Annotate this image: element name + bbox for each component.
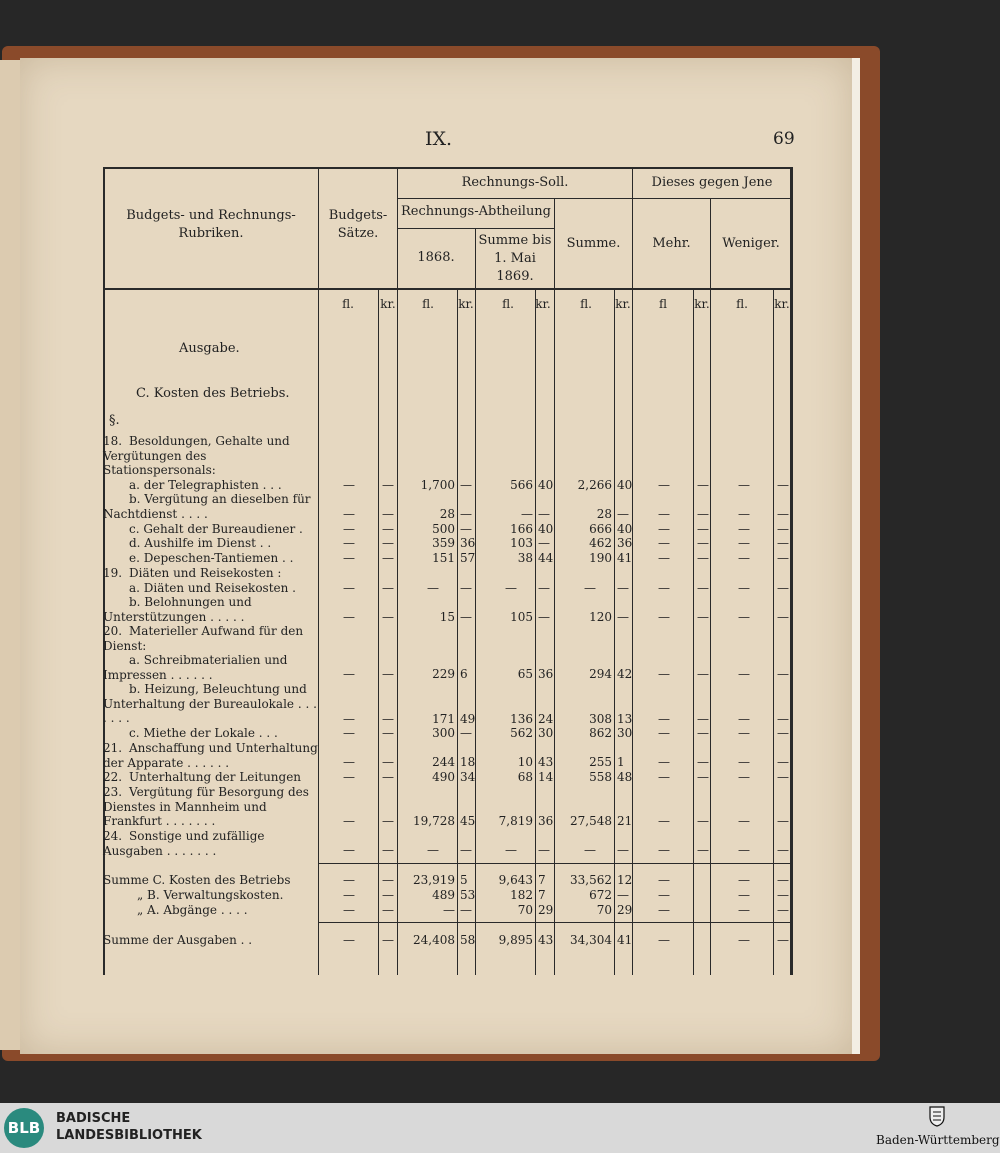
cell-kr: 18: [460, 755, 476, 769]
cell-kr: —: [617, 507, 629, 521]
cell-dash: —: [738, 903, 750, 917]
header-abtheilung: Rechnungs-Abtheilung: [400, 204, 552, 219]
cell-dash: —: [343, 610, 355, 624]
cell-kr: 36: [538, 667, 554, 681]
cell-kr: 48: [617, 770, 633, 784]
cell-dash: —: [658, 667, 670, 681]
cell-dash: —: [382, 667, 394, 681]
cell-kr: 12: [617, 873, 633, 887]
cell-fl: 34,304: [570, 933, 612, 947]
cell-dash: —: [777, 551, 789, 565]
cell-fl: 294: [589, 667, 612, 681]
cell-fl: 308: [589, 712, 612, 726]
cell-dash: —: [738, 888, 750, 902]
cell-dash: —: [777, 933, 789, 947]
cell-dash: —: [697, 667, 709, 681]
cell-dash: —: [658, 712, 670, 726]
cell-dash: —: [538, 581, 550, 595]
cell-kr: 13: [617, 712, 633, 726]
cell-kr: 24: [538, 712, 554, 726]
subtotal-rule: [318, 863, 792, 864]
cell-dash: —: [697, 581, 709, 595]
cell-dash: —: [343, 726, 355, 740]
row-label: b. Belohnungen und Unterstützungen . . . . .: [103, 595, 252, 624]
row-label: 19. Diäten und Reisekosten :: [103, 566, 282, 580]
cell-fl: 359: [432, 536, 455, 550]
cell-dash: —: [343, 770, 355, 784]
header-1868: 1868.: [417, 250, 455, 265]
cell-kr: 14: [538, 770, 554, 784]
cell-dash: —: [777, 610, 789, 624]
cell-fl: 19,728: [413, 814, 455, 828]
cell-dash: —: [777, 843, 789, 857]
cell-fl: 103: [510, 536, 533, 550]
cell-kr: 36: [460, 536, 476, 550]
cell-dash: —: [738, 581, 750, 595]
total-label-sum: Summe der Ausgaben . .: [103, 933, 253, 947]
cell-dash: —: [738, 507, 750, 521]
unit-label: fl: [658, 297, 667, 311]
cell-fl: 171: [432, 712, 455, 726]
cell-kr: 41: [617, 551, 633, 565]
cell-fl: 229: [432, 667, 455, 681]
cell-dash: —: [738, 522, 750, 536]
cell-dash: —: [777, 536, 789, 550]
cell-dash: —: [658, 770, 670, 784]
kr-sep: [535, 290, 536, 975]
row-label: a. Schreibmaterialien und Impressen . . . . . .: [103, 653, 288, 682]
col-sep: [632, 167, 633, 975]
cell-dash: —: [382, 507, 394, 521]
cell-kr: 36: [617, 536, 633, 550]
cell-kr: 21: [617, 814, 633, 828]
cell-fl: 666: [589, 522, 612, 536]
cell-fl: 24,408: [413, 933, 455, 947]
cell-fl: 27,548: [570, 814, 612, 828]
left-page-edge: [0, 60, 22, 1050]
cell-dash: —: [697, 522, 709, 536]
cell-dash: —: [382, 581, 394, 595]
cell-dash: —: [658, 933, 670, 947]
cell-dash: —: [658, 610, 670, 624]
cell-kr: —: [460, 507, 472, 521]
cell-dash: —: [343, 507, 355, 521]
cell-fl: 70: [517, 903, 533, 917]
cell-dash: —: [382, 712, 394, 726]
cell-dash: —: [697, 610, 709, 624]
cell-dash: —: [382, 873, 394, 887]
cell-fl: 2,266: [577, 478, 612, 492]
header-soll: Rechnungs-Soll.: [461, 175, 569, 190]
unit-label: fl.: [422, 297, 434, 311]
unit-label: kr.: [694, 297, 710, 311]
cell-dash: —: [427, 581, 439, 595]
cell-dash: —: [658, 873, 670, 887]
blb-logo[interactable]: BLB: [4, 1108, 44, 1148]
cell-dash: —: [343, 581, 355, 595]
cell-dash: —: [777, 581, 789, 595]
cell-dash: —: [658, 522, 670, 536]
cell-kr: 53: [460, 888, 476, 902]
row-label: c. Gehalt der Bureaudiener .: [129, 522, 303, 536]
header-budget: Budgets-Sätze.: [328, 208, 388, 241]
cell-fl: 566: [510, 478, 533, 492]
cell-dash: —: [343, 712, 355, 726]
cell-fl: 9,895: [498, 933, 533, 947]
row-label: 18. Besoldungen, Gehalte und Vergütungen des Stationspersonals:: [103, 434, 290, 478]
cell-dash: —: [617, 581, 629, 595]
page-edge: [852, 58, 860, 1054]
cell-dash: —: [697, 755, 709, 769]
cell-dash: —: [777, 814, 789, 828]
cell-fl: 70: [596, 903, 612, 917]
cell-dash: —: [343, 667, 355, 681]
unit-label: fl.: [502, 297, 514, 311]
row-label: b. Heizung, Beleuchtung und Unterhaltung der Bureaulokale . . . . . . .: [103, 682, 317, 726]
cell-dash: —: [777, 903, 789, 917]
cell-dash: —: [738, 873, 750, 887]
cell-dash: —: [777, 726, 789, 740]
cell-dash: —: [697, 551, 709, 565]
cell-dash: —: [738, 551, 750, 565]
cell-fl: 190: [589, 551, 612, 565]
kr-sep: [457, 290, 458, 975]
cell-fl: 490: [432, 770, 455, 784]
cell-dash: —: [777, 770, 789, 784]
cell-fl: 68: [517, 770, 533, 784]
cell-dash: —: [697, 507, 709, 521]
unit-label: fl.: [736, 297, 748, 311]
coat-of-arms-icon: [928, 1105, 946, 1127]
col-sep: [318, 167, 319, 975]
cell-dash: —: [460, 581, 472, 595]
cell-dash: —: [738, 726, 750, 740]
cell-kr: 49: [460, 712, 476, 726]
cell-fl: 489: [432, 888, 455, 902]
header-rule: [397, 198, 792, 199]
cell-fl: 182: [510, 888, 533, 902]
header-summe: Summe.: [566, 236, 621, 251]
cell-kr: 58: [460, 933, 476, 947]
cell-dash: —: [658, 726, 670, 740]
cell-dash: —: [697, 843, 709, 857]
row-label: b. Vergütung an dieselben für Nachtdienst . . . .: [103, 492, 311, 521]
cell-dash: —: [658, 478, 670, 492]
page-number: 69: [773, 129, 795, 149]
cell-dash: —: [584, 843, 596, 857]
table-border-top: [103, 167, 792, 169]
row-label: a. der Telegraphisten . . .: [129, 478, 282, 492]
cell-dash: —: [738, 843, 750, 857]
cell-dash: —: [427, 843, 439, 857]
kr-sep: [378, 290, 379, 975]
cell-dash: —: [697, 770, 709, 784]
cell-dash: —: [777, 888, 789, 902]
cell-kr: 40: [617, 478, 633, 492]
cell-dash: —: [697, 726, 709, 740]
paragraph-sign: §.: [109, 413, 120, 428]
total-label-c: Summe C. Kosten des Betriebs: [103, 873, 291, 887]
total-rule: [318, 922, 792, 923]
cell-kr: 1: [617, 755, 625, 769]
unit-label: kr.: [615, 297, 631, 311]
cell-kr: —: [538, 507, 550, 521]
cell-kr: 36: [538, 814, 554, 828]
cell-kr: 29: [538, 903, 554, 917]
cell-dash: —: [343, 903, 355, 917]
row-label: e. Depeschen-Tantiemen . .: [129, 551, 294, 565]
cell-dash: —: [382, 770, 394, 784]
cell-kr: 40: [617, 522, 633, 536]
cell-kr: 29: [617, 903, 633, 917]
unit-label: kr.: [380, 297, 396, 311]
cell-fl: 7,819: [498, 814, 533, 828]
cell-fl: —: [443, 903, 455, 917]
cell-dash: —: [505, 581, 517, 595]
header-dieses: Dieses gegen Jene: [651, 175, 773, 190]
header-rubriken: Budgets- und Rechnungs-Rubriken.: [126, 208, 296, 241]
cell-dash: —: [658, 843, 670, 857]
cell-kr: —: [460, 522, 472, 536]
header-weniger: Weniger.: [722, 236, 780, 251]
cell-kr: 5: [460, 873, 468, 887]
section-ausgabe: Ausgabe.: [179, 341, 240, 356]
col-sep: [397, 167, 398, 975]
cell-dash: —: [343, 814, 355, 828]
cell-fl: 562: [510, 726, 533, 740]
cell-kr: —: [617, 888, 629, 902]
kr-sep: [614, 290, 615, 975]
cell-kr: 40: [538, 478, 554, 492]
cell-fl: 10: [517, 755, 533, 769]
cell-fl: 244: [432, 755, 455, 769]
cell-dash: —: [777, 507, 789, 521]
cell-fl: 558: [589, 770, 612, 784]
cell-fl: 38: [517, 551, 533, 565]
row-label: 24. Sonstige und zufällige Ausgaben . . . . . . .: [103, 829, 265, 858]
cell-dash: —: [343, 888, 355, 902]
cell-fl: 65: [517, 667, 533, 681]
cell-dash: —: [658, 536, 670, 550]
cell-dash: —: [505, 843, 517, 857]
cell-dash: —: [777, 755, 789, 769]
row-label: a. Diäten und Reisekosten .: [129, 581, 296, 595]
cell-fl: 120: [589, 610, 612, 624]
cell-dash: —: [343, 755, 355, 769]
cell-dash: —: [382, 478, 394, 492]
cell-dash: —: [382, 726, 394, 740]
cell-kr: 45: [460, 814, 476, 828]
cell-dash: —: [777, 478, 789, 492]
cell-fl: 105: [510, 610, 533, 624]
cell-fl: 1,700: [420, 478, 455, 492]
cell-dash: —: [382, 522, 394, 536]
cell-dash: —: [343, 843, 355, 857]
library-name-line2: LANDESBIBLIOTHEK: [56, 1128, 202, 1143]
row-label: c. Miethe der Lokale . . .: [129, 726, 278, 740]
row-label: 20. Materieller Aufwand für den Dienst:: [103, 624, 304, 653]
cell-kr: 34: [460, 770, 476, 784]
state-name[interactable]: Baden-Württemberg: [876, 1133, 1000, 1147]
cell-dash: —: [382, 814, 394, 828]
cell-kr: 43: [538, 933, 554, 947]
total-label-a: „ A. Abgänge . . . .: [137, 903, 248, 917]
cell-dash: —: [382, 903, 394, 917]
kr-sep: [773, 290, 774, 975]
cell-kr: —: [460, 726, 472, 740]
cell-fl: 28: [596, 507, 612, 521]
cell-dash: —: [658, 507, 670, 521]
kr-sep: [693, 290, 694, 975]
cell-kr: 57: [460, 551, 476, 565]
cell-dash: —: [343, 873, 355, 887]
library-name-line1: BADISCHE: [56, 1111, 131, 1126]
cell-dash: —: [738, 536, 750, 550]
cell-kr: —: [460, 903, 472, 917]
cell-dash: —: [343, 478, 355, 492]
cell-kr: 43: [538, 755, 554, 769]
cell-kr: —: [460, 478, 472, 492]
cell-kr: —: [538, 536, 550, 550]
header-mehr: Mehr.: [652, 236, 691, 251]
unit-label: kr.: [535, 297, 551, 311]
cell-fl: 15: [439, 610, 455, 624]
cell-fl: 862: [589, 726, 612, 740]
cell-dash: —: [617, 843, 629, 857]
cell-dash: —: [343, 522, 355, 536]
cell-dash: —: [658, 551, 670, 565]
cell-kr: —: [460, 610, 472, 624]
cell-fl: —: [521, 507, 533, 521]
total-label-b: „ B. Verwaltungskosten.: [137, 888, 284, 902]
unit-label: kr.: [458, 297, 474, 311]
cell-dash: —: [697, 712, 709, 726]
cell-fl: 151: [432, 551, 455, 565]
cell-dash: —: [697, 478, 709, 492]
ledger-table: [103, 167, 792, 975]
col-sep: [710, 198, 711, 975]
cell-kr: —: [538, 610, 550, 624]
cell-dash: —: [343, 536, 355, 550]
unit-label: fl.: [580, 297, 592, 311]
cell-dash: —: [738, 933, 750, 947]
cell-dash: —: [584, 581, 596, 595]
row-label: d. Aushilfe im Dienst . .: [129, 536, 272, 550]
cell-dash: —: [738, 610, 750, 624]
cell-fl: 28: [439, 507, 455, 521]
cell-fl: 255: [589, 755, 612, 769]
unit-label: kr.: [774, 297, 790, 311]
section-c: C. Kosten des Betriebs.: [136, 386, 290, 401]
cell-fl: 462: [589, 536, 612, 550]
cell-dash: —: [738, 814, 750, 828]
cell-fl: 9,643: [498, 873, 533, 887]
cell-kr: 6: [460, 667, 468, 681]
cell-dash: —: [382, 888, 394, 902]
cell-dash: —: [777, 522, 789, 536]
header-summe-bis: Summe bis 1. Mai 1869.: [478, 233, 552, 284]
cell-fl: 300: [432, 726, 455, 740]
header-divider: [103, 288, 792, 290]
row-label: 22. Unterhaltung der Leitungen: [103, 770, 302, 784]
cell-kr: 41: [617, 933, 633, 947]
cell-dash: —: [382, 843, 394, 857]
cell-kr: 7: [538, 888, 546, 902]
cell-fl: 500: [432, 522, 455, 536]
cell-dash: —: [658, 888, 670, 902]
cell-dash: —: [738, 755, 750, 769]
cell-dash: —: [777, 712, 789, 726]
cell-dash: —: [538, 843, 550, 857]
cell-dash: —: [382, 551, 394, 565]
header-rule: [397, 228, 554, 229]
cell-dash: —: [343, 551, 355, 565]
cell-fl: 136: [510, 712, 533, 726]
cell-dash: —: [658, 755, 670, 769]
cell-dash: —: [382, 610, 394, 624]
cell-kr: —: [617, 610, 629, 624]
cell-dash: —: [738, 667, 750, 681]
cell-kr: 40: [538, 522, 554, 536]
row-label: 21. Anschaffung und Unterhaltung der Apparate . . . . . .: [103, 741, 318, 770]
col-sep: [554, 198, 555, 975]
cell-fl: 672: [589, 888, 612, 902]
cell-dash: —: [658, 903, 670, 917]
cell-dash: —: [738, 770, 750, 784]
cell-kr: 30: [538, 726, 554, 740]
cell-kr: 7: [538, 873, 546, 887]
unit-label: fl.: [342, 297, 354, 311]
cell-dash: —: [738, 712, 750, 726]
cell-dash: —: [382, 933, 394, 947]
cell-dash: —: [382, 755, 394, 769]
cell-dash: —: [697, 814, 709, 828]
cell-dash: —: [658, 814, 670, 828]
cell-fl: 166: [510, 522, 533, 536]
cell-kr: 30: [617, 726, 633, 740]
cell-kr: 44: [538, 551, 554, 565]
cell-dash: —: [382, 536, 394, 550]
row-label: 23. Vergütung für Besorgung des Dienstes in Mannheim und Frankfurt . . . . . . .: [103, 785, 309, 829]
cell-fl: 33,562: [570, 873, 612, 887]
cell-dash: —: [697, 536, 709, 550]
cell-kr: 42: [617, 667, 633, 681]
cell-dash: —: [777, 873, 789, 887]
cell-dash: —: [658, 581, 670, 595]
cell-fl: 23,919: [413, 873, 455, 887]
cell-dash: —: [777, 667, 789, 681]
cell-dash: —: [343, 933, 355, 947]
cell-dash: —: [460, 843, 472, 857]
section-number: IX.: [425, 128, 453, 150]
cell-dash: —: [738, 478, 750, 492]
